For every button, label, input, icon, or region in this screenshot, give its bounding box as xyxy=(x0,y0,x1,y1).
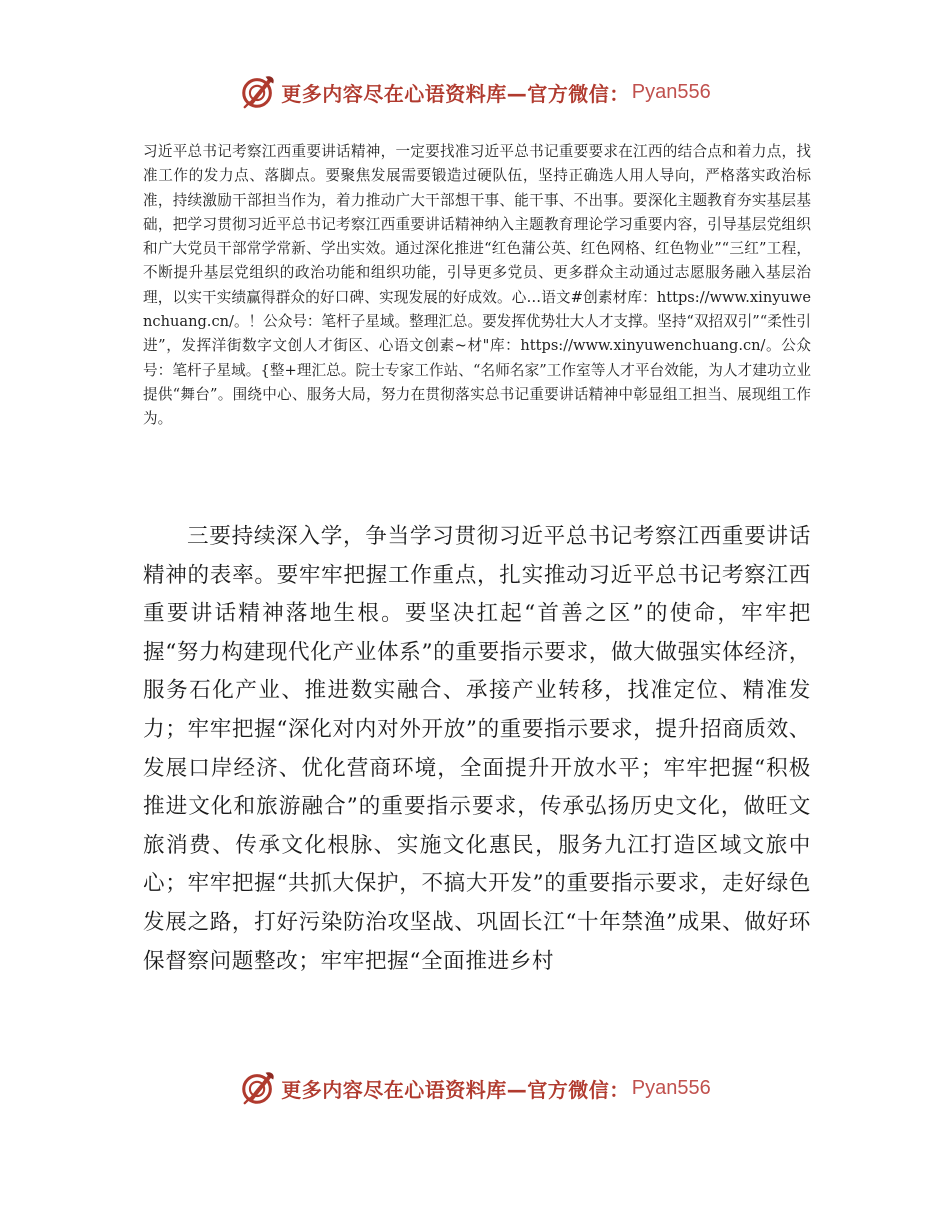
header-banner xyxy=(0,70,950,114)
header-wechat-id: Pyan556 xyxy=(631,80,711,103)
footer-wechat-id: Pyan556 xyxy=(631,1076,711,1099)
footer-banner-text: 更多内容尽在心语资料库—官方微信： xyxy=(281,1077,630,1102)
footer-banner xyxy=(0,1066,950,1110)
quill-logo-icon xyxy=(239,73,277,111)
header-banner-text: 更多内容尽在心语资料库—官方微信： xyxy=(281,81,630,106)
body-paragraph-1: 习近平总书记考察江西重要讲话精神，一定要找准习近平总书记重要要求在江西的结合点和着力点，找准工作的发力点、落脚点。要聚焦发展需要锻造过硬队伍，坚持正确选人用人导向，严格落实政治标准，持续激励干部担当作为，着力推动广大干部想干事、能干事、不出事。要深化主题教育夯实基层基础，把学习贯彻习近平总书记考察江西重要讲话精神纳入主题教育理论学习重要内容，引导基层党组织和广大党员干部常学常新、学出实效。通过深化推进“红色蒲公英、红色网格、红色物业”“三红”工程，不断提升基层党组织的政治功能和组织功能，引导更多党员、更多群众主动通过志愿服务融入基层治理，以实干实绩赢得群众的好口碑、实现发展的好成效。心…语文#创素材库：https://www.xinyuwenchuang.cn/。！公众号：笔杆子星域。整理汇总。要发挥优势壮大人才支撑。坚持“双招双引”“柔性引进”，发挥洋街数字文创人才街区、心语文创素~材"库：https://www.xinyuwenchuang.cn/。公众号：笔杆子星域。{整+理汇总。院士专家工作站、“名师名家”工作室等人才平台效能，为人才建功立业提供“舞台”。围绕中心、服务大局，努力在贯彻落实总书记重要讲话精神中彰显组工担当、展现组工作为。 xyxy=(143,143,811,428)
quill-logo-icon xyxy=(239,1069,277,1107)
body-paragraph-2: 三要持续深入学，争当学习贯彻习近平总书记考察江西重要讲话精神的表率。要牢牢把握工作重点，扎实推动习近平总书记考察江西重要讲话精神落地生根。要坚决扛起“首善之区”的使命，牢牢把握“努力构建现代化产业体系”的重要指示要求，做大做强实体经济，服务石化产业、推进数实融合、承接产业转移，找准定位、精准发力；牢牢把握“深化对内对外开放”的重要指示要求，提升招商质效、发展口岸经济、优化营商环境，全面提升开放水平；牢牢把握“积极推进文化和旅游融合”的重要指示要求，传承弘扬历史文化，做旺文旅消费、传承文化根脉、实施文化惠民，服务九江打造区域文旅中心；牢牢把握“共抓大保护，不搞大开发”的重要指示要求，走好绿色发展之路，打好污染防治攻坚战、巩固长江“十年禁渔”成果、做好环保督察问题整改；牢牢把握“全面推进乡村 xyxy=(143,524,811,974)
